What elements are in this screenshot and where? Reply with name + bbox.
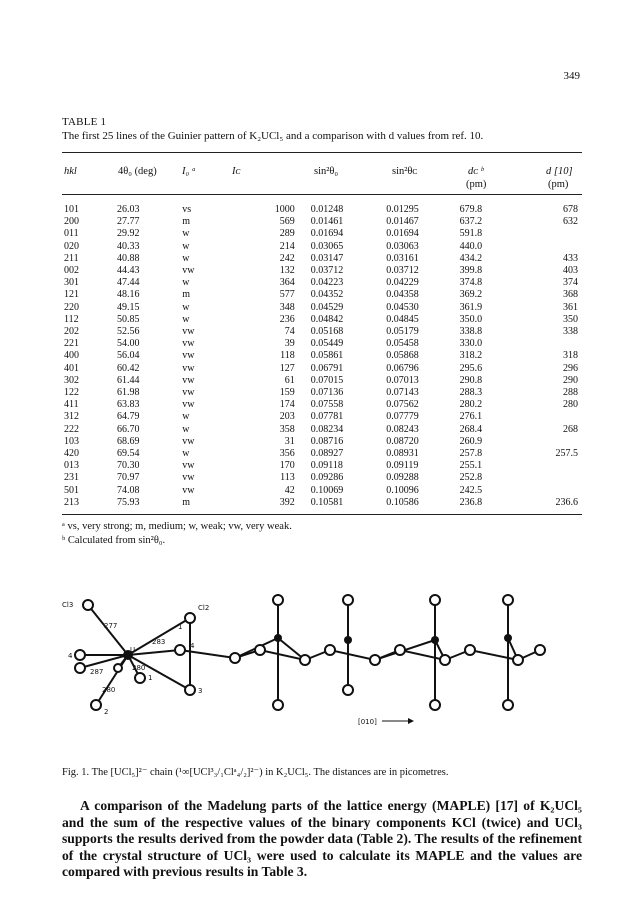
cell-sin-c: 0.08243 (386, 423, 419, 435)
cell-hkl: 002 (64, 265, 79, 277)
cell-dref: 433 (563, 252, 578, 264)
cell-ic: 170 (279, 460, 295, 472)
cell-theta: 50.85 (117, 313, 140, 325)
table-row (62, 253, 582, 265)
cell-hkl: 122 (64, 387, 79, 399)
cell-dc: 276.1 (459, 411, 483, 423)
cell-dref: 257.5 (555, 448, 578, 460)
cell-sin-c: 0.06796 (386, 362, 419, 374)
uranium-chain-figure (40, 580, 600, 760)
cell-sin-o: 0.10069 (310, 484, 344, 496)
cell-theta: 44.43 (117, 265, 140, 277)
table-caption: The first 25 lines of the Guinier pattern of K₂UCl₅ and a comparison with d values from ref. 10. (62, 130, 484, 142)
cell-ic: 577 (279, 289, 295, 301)
cell-dc: 591.8 (459, 228, 483, 240)
cell-theta: 69.54 (117, 448, 140, 460)
cell-dc: 440.0 (459, 240, 483, 252)
table-row (62, 424, 582, 436)
cell-ic: 348 (279, 301, 295, 313)
cell-sin-c: 0.05458 (386, 338, 419, 350)
cell-hkl: 011 (64, 228, 79, 240)
header-theta: 4θ₀ (deg) (118, 166, 157, 177)
cell-ic: 569 (279, 216, 295, 228)
cell-sin-o: 0.03712 (310, 265, 344, 277)
cell-dref: 350 (563, 313, 578, 325)
body-paragraph (62, 798, 582, 881)
cell-ic: 74 (284, 326, 295, 338)
cell-io: vw (182, 387, 195, 399)
table-row (62, 436, 582, 448)
cell-hkl: 213 (64, 496, 79, 508)
label-cl1: 1 (178, 623, 183, 631)
cell-io: vw (182, 362, 195, 374)
cell-sin-c: 0.04358 (386, 289, 419, 301)
table-row (62, 485, 582, 497)
cell-theta: 61.44 (117, 374, 140, 386)
cell-theta: 49.15 (117, 301, 140, 313)
cell-sin-o: 0.07781 (310, 411, 344, 423)
cell-io: w (182, 301, 190, 313)
cell-sin-c: 0.04530 (386, 301, 419, 313)
label-d283: 283 (152, 638, 166, 646)
cell-dref (521, 460, 582, 472)
table-row (62, 314, 582, 326)
cell-sin-o: 0.04842 (310, 313, 344, 325)
cell-theta: 47.44 (117, 277, 140, 289)
cell-dc: 330.0 (459, 338, 483, 350)
cell-dc: 288.3 (459, 387, 483, 399)
cell-hkl: 301 (64, 277, 79, 289)
cell-ic: 127 (279, 362, 295, 374)
table-row (62, 302, 582, 314)
cell-dc: 369.2 (459, 289, 483, 301)
label-cl2: Cl2 (198, 604, 210, 612)
cell-dc: 338.8 (459, 326, 483, 338)
cell-io: vw (182, 484, 195, 496)
label-cl4-left: 4 (68, 652, 73, 660)
header-ic: Iᴄ (232, 166, 241, 177)
table-row (62, 399, 582, 411)
table-row (62, 497, 582, 509)
cell-ic: 358 (279, 423, 295, 435)
cell-ic: 214 (279, 240, 295, 252)
cell-sin-c: 0.01295 (386, 204, 419, 215)
label-d280b: 280 (102, 686, 116, 694)
cell-hkl: 420 (64, 448, 79, 460)
table-row (62, 387, 582, 399)
cell-dref: 368 (563, 289, 578, 301)
cl-small-atom (114, 664, 122, 672)
header-dref-unit: (pm) (548, 179, 569, 190)
table-row (62, 472, 582, 484)
cell-theta: 27.77 (117, 216, 140, 228)
cl4-left-atom (75, 650, 85, 660)
cell-sin-o: 0.01248 (310, 204, 344, 215)
cell-dc: 257.8 (459, 448, 483, 460)
cl4-atom (175, 645, 185, 655)
table-row (62, 277, 582, 289)
cell-dc: 252.8 (459, 472, 483, 484)
cell-dref: 288 (563, 387, 578, 399)
cell-dc: 260.9 (459, 435, 483, 447)
cell-dref: 678 (563, 204, 578, 215)
cell-ic: 159 (279, 387, 295, 399)
guinier-table (62, 204, 582, 509)
cell-ic: 203 (279, 411, 295, 423)
cl1b-atom (135, 673, 145, 683)
cell-sin-o: 0.07136 (310, 387, 344, 399)
table-bottom-rule (62, 514, 582, 515)
cl3b-atom (185, 685, 195, 695)
cell-ic: 132 (279, 265, 295, 277)
cell-theta: 40.33 (117, 240, 140, 252)
table-row (62, 326, 582, 338)
cell-dref (521, 241, 582, 253)
table-row (62, 216, 582, 228)
label-cl4: 4 (190, 642, 195, 650)
header-dc-unit: (pm) (466, 179, 487, 190)
cell-hkl: 200 (64, 216, 79, 228)
cl2b-atom (91, 700, 101, 710)
cell-dc: 399.8 (459, 265, 483, 277)
cell-sin-c: 0.03712 (386, 265, 419, 277)
table-top-rule (62, 152, 582, 153)
label-axis: [010] (358, 718, 377, 726)
cell-sin-o: 0.05449 (310, 338, 344, 350)
cell-dc: 268.4 (459, 423, 483, 435)
cell-theta: 56.04 (117, 350, 140, 362)
cell-dc: 290.8 (459, 374, 483, 386)
cell-io: w (182, 423, 190, 435)
cell-sin-c: 0.09119 (386, 460, 419, 472)
cell-hkl: 101 (64, 204, 79, 215)
cell-sin-o: 0.03147 (310, 252, 344, 264)
cell-io: vw (182, 338, 195, 350)
paragraph-text: A comparison of the Madelung parts of the lattice energy (MAPLE) [17] of K₂UCl₅ and the sum of the respective values of the binary components KCl (twice) and UCl₃ supports the results derived from the powder data (Table 2). The results of the refinement of the crystal structure of UCl₃ were used to calculate its MAPLE and the values are compared with previous results in Table 3. (62, 798, 582, 879)
cell-io: w (182, 277, 190, 289)
figure-caption: Fig. 1. The [UCl₅]²⁻ chain (¹∞[UCl³₃/₁Clᵃ₄/₂]²⁻) in K₂UCl₅. The distances are in picometres. (62, 767, 449, 778)
cell-dc: 280.2 (459, 399, 483, 411)
header-dref: d [10] (546, 166, 573, 177)
header-sin-o: sin²θ₀ (314, 166, 339, 177)
cell-hkl: 222 (64, 423, 79, 435)
cell-dc: 242.5 (459, 484, 483, 496)
cell-ic: 31 (284, 435, 295, 447)
cell-io: vw (182, 460, 195, 472)
cell-sin-c: 0.10586 (386, 496, 419, 508)
cell-io: w (182, 252, 190, 264)
cell-theta: 64.79 (117, 411, 140, 423)
cell-io: vs (182, 204, 192, 215)
cell-hkl: 312 (64, 411, 79, 423)
cell-sin-o: 0.03065 (310, 240, 344, 252)
table-row (62, 228, 582, 240)
cell-sin-c: 0.08720 (386, 435, 419, 447)
cell-ic: 392 (279, 496, 295, 508)
cell-sin-o: 0.09286 (310, 472, 344, 484)
table-row (62, 265, 582, 277)
cell-dref: 403 (563, 265, 578, 277)
cell-io: m (182, 216, 191, 228)
cell-theta: 26.03 (117, 204, 140, 215)
cell-ic: 236 (279, 313, 295, 325)
cell-sin-c: 0.10096 (386, 484, 419, 496)
cell-theta: 29.92 (117, 228, 140, 240)
cell-sin-o: 0.01461 (310, 216, 344, 228)
header-dc: dᴄ ᵇ (468, 166, 484, 177)
cell-sin-o: 0.04223 (310, 277, 344, 289)
label-cl1b: 1 (148, 674, 153, 682)
cell-io: m (182, 289, 191, 301)
table-row (62, 375, 582, 387)
cell-sin-c: 0.07143 (386, 387, 419, 399)
cell-dref: 290 (563, 374, 578, 386)
table-row (62, 363, 582, 375)
table-header-rule (62, 194, 582, 195)
cell-theta: 40.88 (117, 252, 140, 264)
cell-theta: 52.56 (117, 326, 140, 338)
cl4b-left-atom (75, 663, 85, 673)
cell-sin-o: 0.08927 (310, 448, 344, 460)
cell-dref (521, 436, 582, 448)
cell-hkl: 411 (64, 399, 79, 411)
cell-dc: 295.6 (459, 362, 483, 374)
cell-sin-o: 0.07015 (310, 374, 344, 386)
cell-io: vw (182, 472, 195, 484)
cell-ic: 242 (279, 252, 295, 264)
cell-dref: 280 (563, 399, 578, 411)
cell-sin-o: 0.08234 (310, 423, 344, 435)
cell-io: w (182, 240, 190, 252)
label-cl2b: 2 (104, 708, 109, 716)
cell-sin-c: 0.07562 (386, 399, 419, 411)
cell-dc: 637.2 (459, 216, 483, 228)
cell-io: vw (182, 265, 195, 277)
cell-dc: 255.1 (459, 460, 483, 472)
cell-ic: 39 (284, 338, 295, 350)
cell-theta: 61.98 (117, 387, 140, 399)
cell-dref: 268 (563, 423, 578, 435)
footnote-b: ᵇ Calculated from sin²θ₀. (62, 535, 166, 546)
table-row (62, 241, 582, 253)
cell-sin-c: 0.08931 (386, 448, 419, 460)
cell-theta: 75.93 (117, 496, 140, 508)
cell-sin-o: 0.04352 (310, 289, 344, 301)
header-hkl: hkl (64, 166, 77, 177)
cell-hkl: 013 (64, 460, 79, 472)
cell-ic: 42 (284, 484, 295, 496)
cell-io: w (182, 411, 190, 423)
cell-dc: 374.8 (459, 277, 483, 289)
cell-ic: 356 (279, 448, 295, 460)
cell-dc: 679.8 (459, 204, 483, 215)
label-d287: 287 (90, 668, 104, 676)
cell-sin-o: 0.10581 (310, 496, 344, 508)
cell-sin-c: 0.05868 (386, 350, 419, 362)
cell-ic: 364 (279, 277, 295, 289)
cell-dref: 296 (563, 362, 578, 374)
cell-io: vw (182, 326, 195, 338)
cell-dref: 338 (563, 326, 578, 338)
cell-io: w (182, 228, 190, 240)
label-d280a: 280 (132, 664, 146, 672)
label-cl3: Cl3 (62, 601, 74, 609)
header-io: I₀ ᵃ (182, 166, 196, 177)
table-label: TABLE 1 (62, 116, 107, 128)
cell-io: vw (182, 350, 195, 362)
cell-io: w (182, 448, 190, 460)
cell-sin-c: 0.04229 (386, 277, 419, 289)
table-row (62, 338, 582, 350)
cell-dc: 434.2 (459, 252, 483, 264)
cell-hkl: 501 (64, 484, 79, 496)
cell-theta: 70.30 (117, 460, 140, 472)
cell-sin-o: 0.06791 (310, 362, 344, 374)
cell-theta: 48.16 (117, 289, 140, 301)
cell-sin-o: 0.05861 (310, 350, 344, 362)
cell-ic: 113 (280, 472, 295, 484)
table-row (62, 350, 582, 362)
cell-sin-c: 0.05179 (386, 326, 419, 338)
cell-hkl: 231 (64, 472, 79, 484)
cell-hkl: 112 (64, 313, 79, 325)
cell-dref (521, 338, 582, 350)
cell-dref (521, 485, 582, 497)
cell-theta: 60.42 (117, 362, 140, 374)
cell-sin-c: 0.03161 (386, 252, 419, 264)
cell-theta: 63.83 (117, 399, 140, 411)
cell-sin-o: 0.09118 (310, 460, 343, 472)
cell-theta: 70.97 (117, 472, 140, 484)
cell-sin-c: 0.07779 (386, 411, 419, 423)
cell-ic: 118 (280, 350, 295, 362)
cl3-atom (83, 600, 93, 610)
cell-sin-c: 0.01694 (386, 228, 419, 240)
cell-ic: 289 (279, 228, 295, 240)
cell-dc: 350.0 (459, 313, 483, 325)
cell-hkl: 020 (64, 240, 79, 252)
cell-dref (521, 411, 582, 423)
cell-hkl: 400 (64, 350, 79, 362)
label-u: U (130, 646, 136, 654)
cell-dref: 318 (563, 350, 578, 362)
cell-sin-c: 0.07013 (386, 374, 419, 386)
cell-dref (521, 472, 582, 484)
cell-hkl: 220 (64, 301, 79, 313)
cell-hkl: 121 (64, 289, 79, 301)
cell-theta: 66.70 (117, 423, 140, 435)
cell-dc: 361.9 (459, 301, 483, 313)
table-row (62, 448, 582, 460)
cell-sin-c: 0.04845 (386, 313, 419, 325)
cell-sin-o: 0.05168 (310, 326, 344, 338)
table-row (62, 289, 582, 301)
cell-sin-c: 0.09288 (386, 472, 419, 484)
cell-io: vw (182, 399, 195, 411)
page-number: 349 (563, 70, 580, 82)
label-cl3b: 3 (198, 687, 203, 695)
cell-ic: 1000 (274, 204, 295, 215)
cell-sin-o: 0.07558 (310, 399, 344, 411)
cell-theta: 68.69 (117, 435, 140, 447)
cell-sin-c: 0.03063 (386, 240, 419, 252)
cell-dref (521, 228, 582, 240)
cell-hkl: 103 (64, 435, 79, 447)
cell-hkl: 202 (64, 326, 79, 338)
cell-sin-o: 0.04529 (310, 301, 344, 313)
cell-hkl: 302 (64, 374, 79, 386)
cell-dref: 236.6 (555, 496, 578, 508)
cell-theta: 54.00 (117, 338, 140, 350)
cell-ic: 61 (284, 374, 295, 386)
header-sin-c: sin²θᴄ (392, 166, 418, 177)
cell-io: vw (182, 374, 195, 386)
cell-ic: 174 (279, 399, 295, 411)
table-row (62, 204, 582, 216)
cell-dref: 374 (563, 277, 578, 289)
cell-sin-o: 0.08716 (310, 435, 344, 447)
cell-dc: 236.8 (459, 496, 483, 508)
cell-hkl: 221 (64, 338, 79, 350)
footnote-a: ᵃ vs, very strong; m, medium; w, weak; vw, very weak. (62, 521, 292, 532)
cl1-atom (185, 613, 195, 623)
label-d277: 277 (104, 622, 118, 630)
cell-dref: 632 (563, 216, 578, 228)
cell-io: vw (182, 435, 195, 447)
cell-io: m (182, 496, 191, 508)
table-row (62, 460, 582, 472)
table-row (62, 411, 582, 423)
cell-theta: 74.08 (117, 484, 140, 496)
cell-dref: 361 (563, 301, 578, 313)
cell-dc: 318.2 (459, 350, 483, 362)
cell-sin-o: 0.01694 (310, 228, 344, 240)
cell-io: w (182, 313, 190, 325)
cell-hkl: 211 (64, 252, 79, 264)
cell-sin-c: 0.01467 (386, 216, 419, 228)
cell-hkl: 401 (64, 362, 79, 374)
